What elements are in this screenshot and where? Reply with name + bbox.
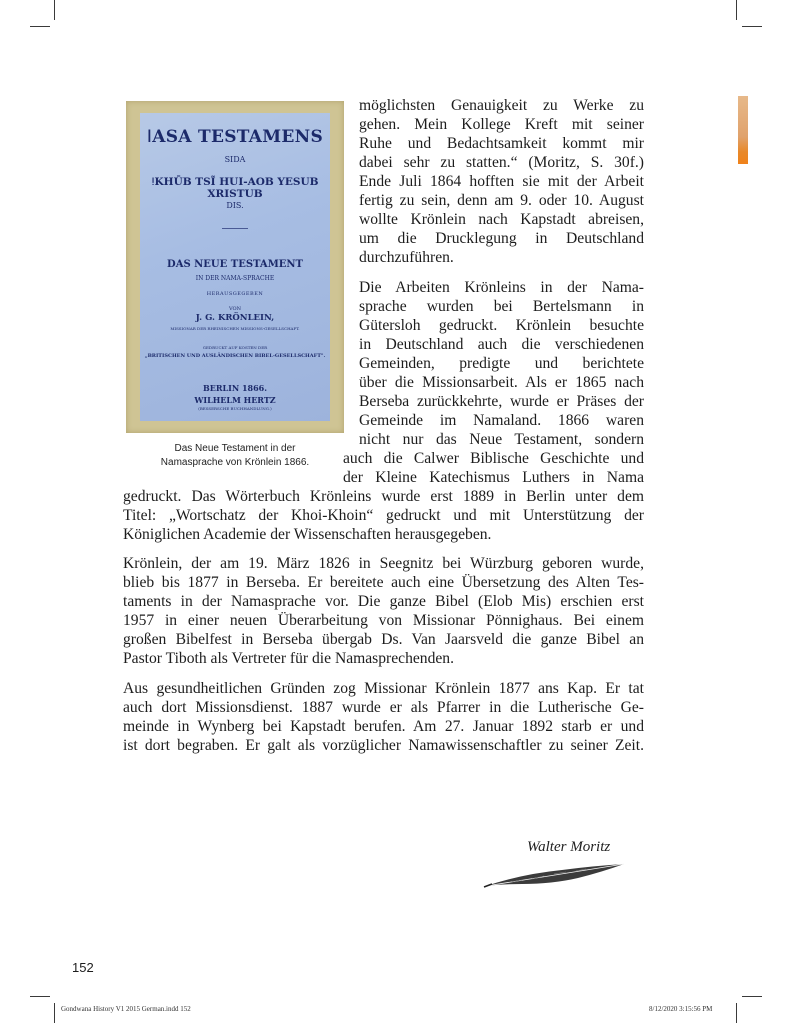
title-page-line: J. G. KRÖNLEIN, <box>195 313 275 323</box>
text-line: über die Missionsarbeit. Als er 1865 nach <box>359 374 644 391</box>
text-line: der Kleine Katechismus Luthers in Nama <box>343 469 644 486</box>
title-page-line: DIS. <box>226 201 244 210</box>
title-page-line: WILHELM HERTZ <box>194 395 276 405</box>
text-line: gedruckt. Das Wörterbuch Krönleins wurde erst 1889 in Berlin unter dem <box>123 488 644 505</box>
text-line: um die Drucklegung in Deutschland <box>359 230 644 247</box>
title-page-line: ǀASA TESTAMENS <box>146 127 324 147</box>
title-page-image <box>140 113 330 421</box>
title-page-line: VON <box>229 306 241 312</box>
title-page-line: „BRITISCHEN UND AUSLÄNDISCHEN BIBEL-GESELLSCHAFT". <box>144 353 326 359</box>
text-line: Pastor Tiboth als Vertreter für die Namasprechenden. <box>123 650 455 667</box>
text-line: auch dort Missionsdienst. 1887 wurde er als Pfarrer in die Lutherische Ge- <box>123 699 644 716</box>
column-text <box>359 96 644 267</box>
crop-mark <box>742 26 762 27</box>
text-line: durchzuführen. <box>359 249 454 266</box>
title-page-line: (BESSERSCHE BUCHHANDLUNG.) <box>198 406 272 411</box>
text-line: Aus gesundheitlichen Gründen zog Missionar Krönlein 1877 ans Kap. Er tat <box>123 680 644 697</box>
text-line: Berseba zurückkehrte, wurde er Präses der <box>359 393 644 410</box>
column-text <box>359 278 644 449</box>
chapter-tab-marker <box>738 96 748 164</box>
figure <box>126 101 344 469</box>
text-line: taments in der Namasprache vor. Die ganze Bibel (Elob Mis) erschien erst <box>123 593 644 610</box>
text-line: in Deutschland auch die verschiedenen <box>359 336 644 353</box>
text-line: meinde in Wynberg bei Kapstadt berufen. Am 27. Januar 1892 starb er und <box>123 718 644 735</box>
column-text <box>343 449 644 487</box>
text-line: dabei sehr zu statten.“ (Moritz, S. 30f.) <box>359 154 644 171</box>
crop-mark <box>30 26 50 27</box>
text-line: wollte Krönlein nach Kapstadt abreisen, <box>359 211 644 228</box>
text-line: nicht nur das Neue Testament, sondern <box>359 431 644 448</box>
title-page-line: DAS NEUE TESTAMENT <box>167 259 303 270</box>
book-title-page-photo <box>126 101 344 433</box>
figure-caption <box>126 442 344 469</box>
crop-mark <box>30 996 50 997</box>
text-line: Titel: „Wortschatz der Khoi-Khoin“ gedruckt und mit Unterstützung der <box>123 507 644 524</box>
slug-timestamp: 8/12/2020 3:15:56 PM <box>649 1005 713 1013</box>
text-line: großen Bibelfest in Berseba übergab Ds. Van Jaarsveld die ganze Bibel an <box>123 631 644 648</box>
text-line: Gemeinde im Namaland. 1866 waren <box>359 412 644 429</box>
text-line: ist dort begraben. Er galt als vorzüglicher Namawissenschaftler zu seiner Zeit. <box>123 737 644 754</box>
paragraph <box>123 554 644 668</box>
crop-mark <box>742 996 762 997</box>
text-line: fertig zu sein, denn am 9. oder 10. August <box>359 192 644 209</box>
text-line: blieb bis 1877 in Berseba. Er bereitete auch eine Übersetzung des Alten Tes- <box>123 574 644 591</box>
caption-line: Namasprache von Krönlein 1866. <box>160 456 310 468</box>
paragraph <box>123 487 644 544</box>
caption-line: Das Neue Testament in der <box>174 443 296 454</box>
text-line: Königlichen Academie der Wissenschaften herausgegeben. <box>123 526 492 543</box>
page-number: 152 <box>72 960 94 975</box>
paragraph <box>123 679 644 755</box>
quill-icon <box>482 860 627 890</box>
text-line: Gütersloh gedruckt. Krönlein besuchte <box>359 317 644 334</box>
title-page-line: HERAUSGEGEBEN <box>206 291 264 297</box>
crop-mark <box>54 1003 55 1023</box>
text-line: Die Arbeiten Krönleins in der Nama- <box>359 279 644 296</box>
text-line: Gemeinden, predigte und berichtete <box>359 355 644 372</box>
title-page-rule <box>222 228 248 229</box>
text-line: möglichsten Genauigkeit zu Werke zu <box>359 97 644 114</box>
title-page-line: BERLIN 1866. <box>202 383 268 393</box>
text-line: Ende Juli 1864 hofften sie mit der Arbeit <box>359 173 644 190</box>
text-line: auch die Calwer Biblische Geschichte und <box>343 450 644 467</box>
title-page-line: IN DER NAMA-SPRACHE <box>195 275 275 282</box>
text-line: 1957 in einer neuen Überarbeitung von Missionar Pönnighaus. Bei einem <box>123 612 644 629</box>
author-signature: Walter Moritz <box>527 839 611 855</box>
crop-mark <box>54 0 55 20</box>
crop-mark <box>736 0 737 20</box>
title-page-line: GEDRUCKT AUF KOSTEN DER <box>202 345 268 350</box>
text-line: Ruhe und Bedachtsamkeit kommt mir <box>359 135 644 152</box>
slug-file-info: Gondwana History V1 2015 German.indd 152 <box>61 1005 191 1013</box>
title-page-line: ǃKHŪB TSĨ HUI-AOB YESUB XRISTUB <box>151 176 319 200</box>
text-line: sprache wurden bei Bertelsmann in <box>359 298 644 315</box>
title-page-line: MISSIONAR DER RHEINISCHEN MISSIONS-GESELLSCHAFT. <box>170 326 300 331</box>
text-line: Krönlein, der am 19. März 1826 in Seegnitz bei Würzburg geboren wurde, <box>123 555 644 572</box>
text-line: gehen. Mein Kollege Kreft mit seiner <box>359 116 644 133</box>
title-page-line: SIDA <box>224 155 246 164</box>
crop-mark <box>736 1003 737 1023</box>
